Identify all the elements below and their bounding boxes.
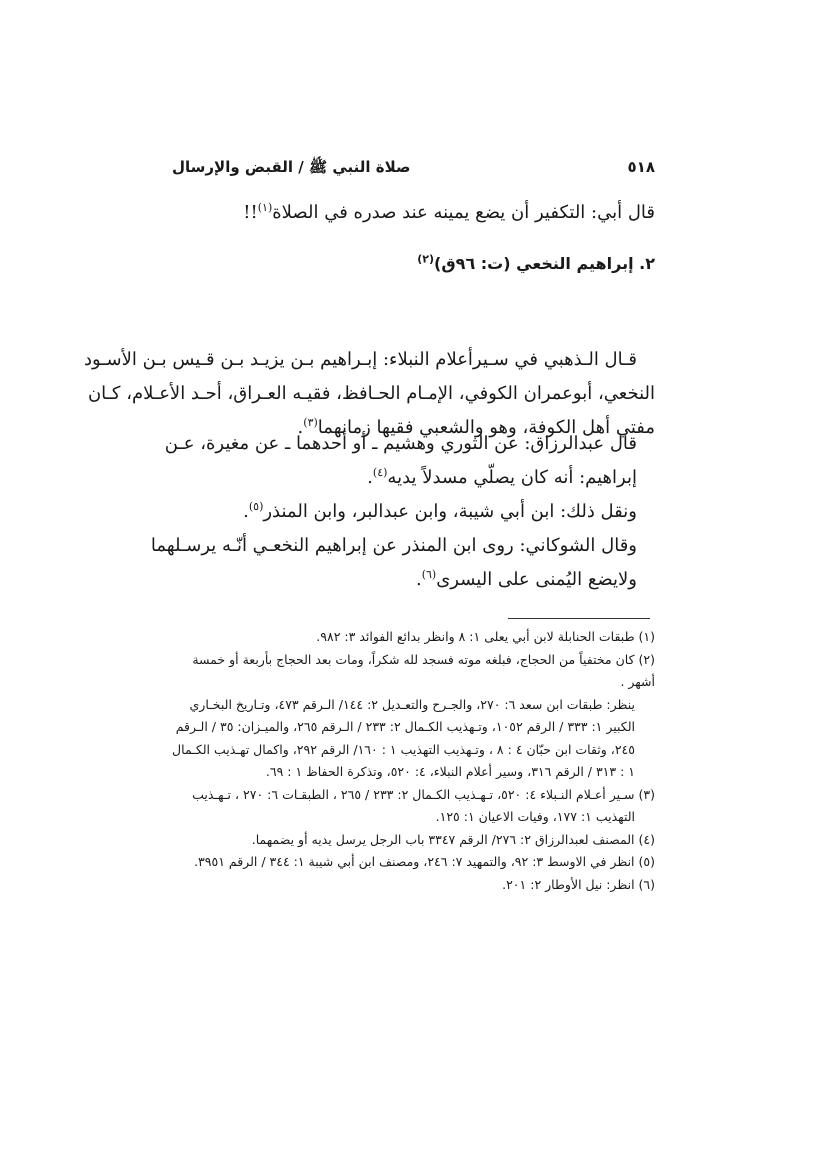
- paragraph-line-end: .: [415, 569, 422, 590]
- paragraph-line: قال عبدالرزاق: عن الثوري وهشيم ـ أو أحدهما ـ عن مغيرة، عـن: [164, 433, 637, 454]
- footnote-ref-5: (٥): [248, 500, 264, 513]
- footnote-ref-2: (٢): [417, 252, 435, 266]
- footnote-2-line: ينظر: طبقات ابن سعد ٦: ٢٧٠، والجـرح والتعـديل ٢: ١٤٤/ الـرقم ٤٧٣، وتـاريخ البخـاري: [189, 696, 635, 712]
- paragraph-line-text: ولايضع اليُمنى على اليسرى: [436, 569, 637, 590]
- footnote-2-line: ٢٤٥، وثقات ابن حبّان ٤ : ٨ ، وتـهذيب التهذيب ١ : ١٦٠/ الرقم ٢٩٢، واكمال تهـذيب الكـمال: [172, 741, 635, 757]
- footnote-2-line: ١ : ٣١٣ / الرقم ٣١٦، وسير أعلام النبلاء، ٤: ٥٢٠، وتذكرة الحفاظ ١ : ٦٩.: [265, 764, 635, 779]
- footnote-ref-3: (٣): [303, 416, 318, 429]
- footnote-3: (٣) سـير أعـلام النـبلاء ٤: ٥٢٠، تـهـذيب الكـمال ٢: ٢٣٣ / ٢٦٥ ، الطبقـات ٦: ٢٧٠ ، تـهـذيب: [192, 786, 655, 802]
- paragraph-quotes: [150, 427, 637, 597]
- footnote-separator: [508, 618, 650, 619]
- paragraph-line-text: ونقل ذلك: ابن أبي شيبة، وابن عبدالبر، وابن المنذر: [263, 501, 637, 522]
- intro-text-line: [172, 196, 655, 230]
- section-heading-text: ٢. إبراهيم النخعي (ت: ٩٦ق): [434, 254, 655, 273]
- page-header: [172, 150, 655, 180]
- footnote-2: (٢) كان مختفياً من الحجاج، فبلغه موته فسجد لله شكراً، ومات بعد الحجاج بأربعة أو خمسة أشهر .: [192, 651, 655, 689]
- paragraph-line-text: مفتي أهل الكوفة، وهو والشعبي فقيها زمانهما: [317, 417, 655, 438]
- paragraph-line: [172, 563, 637, 597]
- intro-tail: !!: [243, 202, 258, 223]
- paragraph-line: وقال الشوكاني: روى ابن المنذر عن إبراهيم النخعـي أنّـه يرسـلهما: [150, 535, 637, 556]
- paragraph-line: قـال الـذهبي في سـيرأعلام النبلاء: إبـراهيم بـن يزيـد بـن قـيس بـن الأسـود: [83, 349, 637, 370]
- paragraph-line-end: .: [243, 501, 249, 522]
- footnotes: [172, 626, 655, 896]
- paragraph-line: النخعي، أبوعمران الكوفي، الإمـام الحـافظ، فقيـه العـراق، أحـد الأعـلام، كـان: [87, 383, 655, 404]
- paragraph-line: [172, 461, 637, 495]
- footnote-ref-4: (٤): [372, 466, 388, 479]
- footnote-4: (٤) المصنف لعبدالرزاق ٢: ٢٧٦/ الرقم ٣٣٤٧ باب الرجل يرسل يديه أو يضمهما.: [251, 831, 655, 847]
- intro-line: [172, 196, 655, 230]
- running-title: صلاة النبي ﷺ / القبض والإرسال: [172, 158, 411, 176]
- footnote-3-line: التهذيب ١: ١٧٧، وفيات الاعيان ١: ١٢٥.: [435, 809, 635, 824]
- footnote-6: (٦) انظر: نيل الأوطار ٢: ٢٠١.: [502, 876, 655, 892]
- section-heading: [172, 254, 655, 273]
- paragraph-line-text: إبراهيم: أنه كان يصلّي مسدلاً يديه: [387, 467, 637, 488]
- footnote-ref-6: (٦): [421, 568, 437, 581]
- paragraph-line-end: .: [297, 417, 304, 438]
- paragraph-line-end: .: [367, 467, 373, 488]
- footnote-ref-1: (١): [257, 201, 273, 214]
- page-number: ٥١٨: [627, 158, 655, 176]
- paragraph-line: [172, 495, 637, 529]
- footnote-2-line: الكبير ١: ٣٣٣ / الرقم ١٠٥٢، وتـهذيب الكـمال ٢: ٢٣٣ / الـرقم ٢٦٥، والميـزان: ٣٥ / الـرقم: [175, 719, 635, 734]
- footnote-5: (٥) انظر في الاوسط ٣: ٩٢، والتمهيد ٧: ٢٤٦، ومصنف ابن أبي شيبة ١: ٣٤٤ / الرقم ٣٩٥١.: [194, 854, 655, 869]
- footnote-1: (١) طبقات الحنابلة لابن أبي يعلى ١: ٨ وانظر بدائع الفوائد ٣: ٩٨٢.: [316, 629, 655, 644]
- intro-text: قال أبي: التكفير أن يضع يمينه عند صدره في الصلاة: [272, 202, 655, 223]
